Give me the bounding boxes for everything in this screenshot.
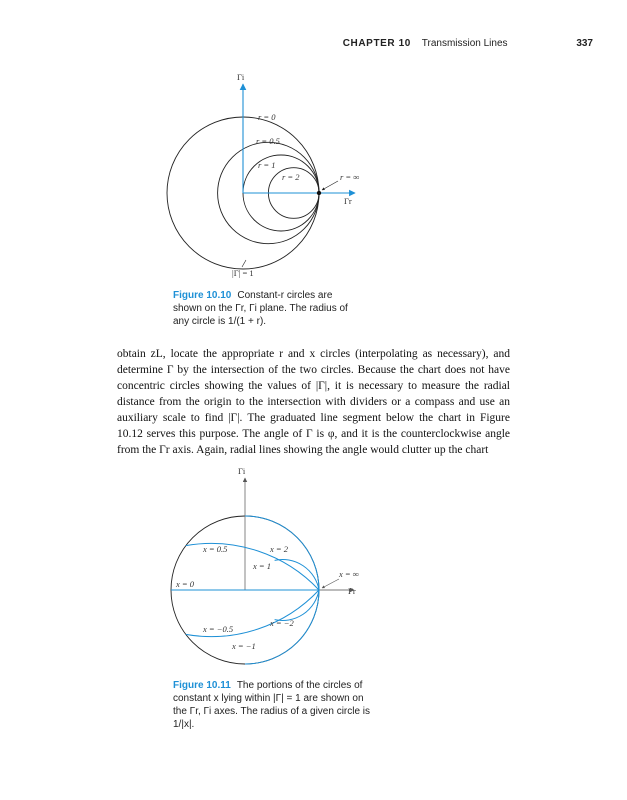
axis-label-gamma-i: Γi (237, 72, 245, 82)
label-x2: x = 2 (270, 544, 289, 554)
label-x1: x = 1 (253, 561, 272, 571)
body-paragraph (117, 346, 510, 458)
caption-text: The portions of the circles of constant x lying within |Γ| = 1 are shown on the Γr, Γi axes. The radius of a given circle is 1/|x|. (173, 680, 371, 730)
chapter-title: Transmission Lines (421, 38, 508, 49)
label-x-infinity: x = ∞ (339, 569, 359, 579)
figure-10-11 (0, 464, 627, 679)
label-x05: x = 0.5 (203, 544, 228, 554)
label-gamma-one: |Γ| = 1 (232, 268, 254, 278)
axis-label-gamma-r: Γr (344, 196, 352, 206)
axis-label-gamma-i: Γi (238, 466, 246, 476)
label-r2: r = 2 (282, 172, 300, 182)
figure-number: Figure 10.11 (173, 680, 231, 691)
point-r-infinity (317, 191, 321, 195)
label-r0: r = 0 (258, 112, 276, 122)
label-x-neg05: x = −0.5 (203, 624, 234, 634)
figure-10-10 (0, 60, 627, 288)
x-neg-two-arc (275, 590, 319, 620)
axis-label-gamma-r: Γr (348, 586, 356, 596)
label-r1: r = 1 (258, 160, 276, 170)
label-x-neg2: x = −2 (270, 618, 294, 628)
x-two-arc (275, 560, 319, 590)
label-x0: x = 0 (176, 579, 195, 589)
figure-10-10-caption (173, 289, 363, 328)
paragraph-text: obtain zL, locate the appropriate r and x circles (interpolating as necessary), and determine Γ by the intersection of the two circles. Because the chart does not have concentric circles showing the values of |Γ|, it is necessary to measure the radial distance from the origin to the intersection with dividers or a compass and use an auxiliary scale to find |Γ|. The graduated line segment below the chart in Figure 10.12 serves this purpose. The angle of Γ is φ, and it is the counterclockwise angle from the Γr axis. Again, radial lines showing the angle would clutter up the chart (117, 348, 510, 456)
chapter-label: CHAPTER 10 (342, 38, 411, 49)
label-x-neg1: x = −1 (232, 641, 256, 651)
label-r05: r = 0.5 (256, 136, 280, 146)
page-header (343, 38, 593, 49)
label-r-infinity: r = ∞ (340, 172, 360, 182)
figure-10-11-caption (173, 679, 373, 731)
caption-text: Constant-r circles are shown on the Γr, Γi plane. The radius of any circle is 1/(1 + r). (173, 290, 348, 327)
figure-number: Figure 10.10 (173, 290, 232, 301)
page-number: 337 (576, 38, 593, 49)
